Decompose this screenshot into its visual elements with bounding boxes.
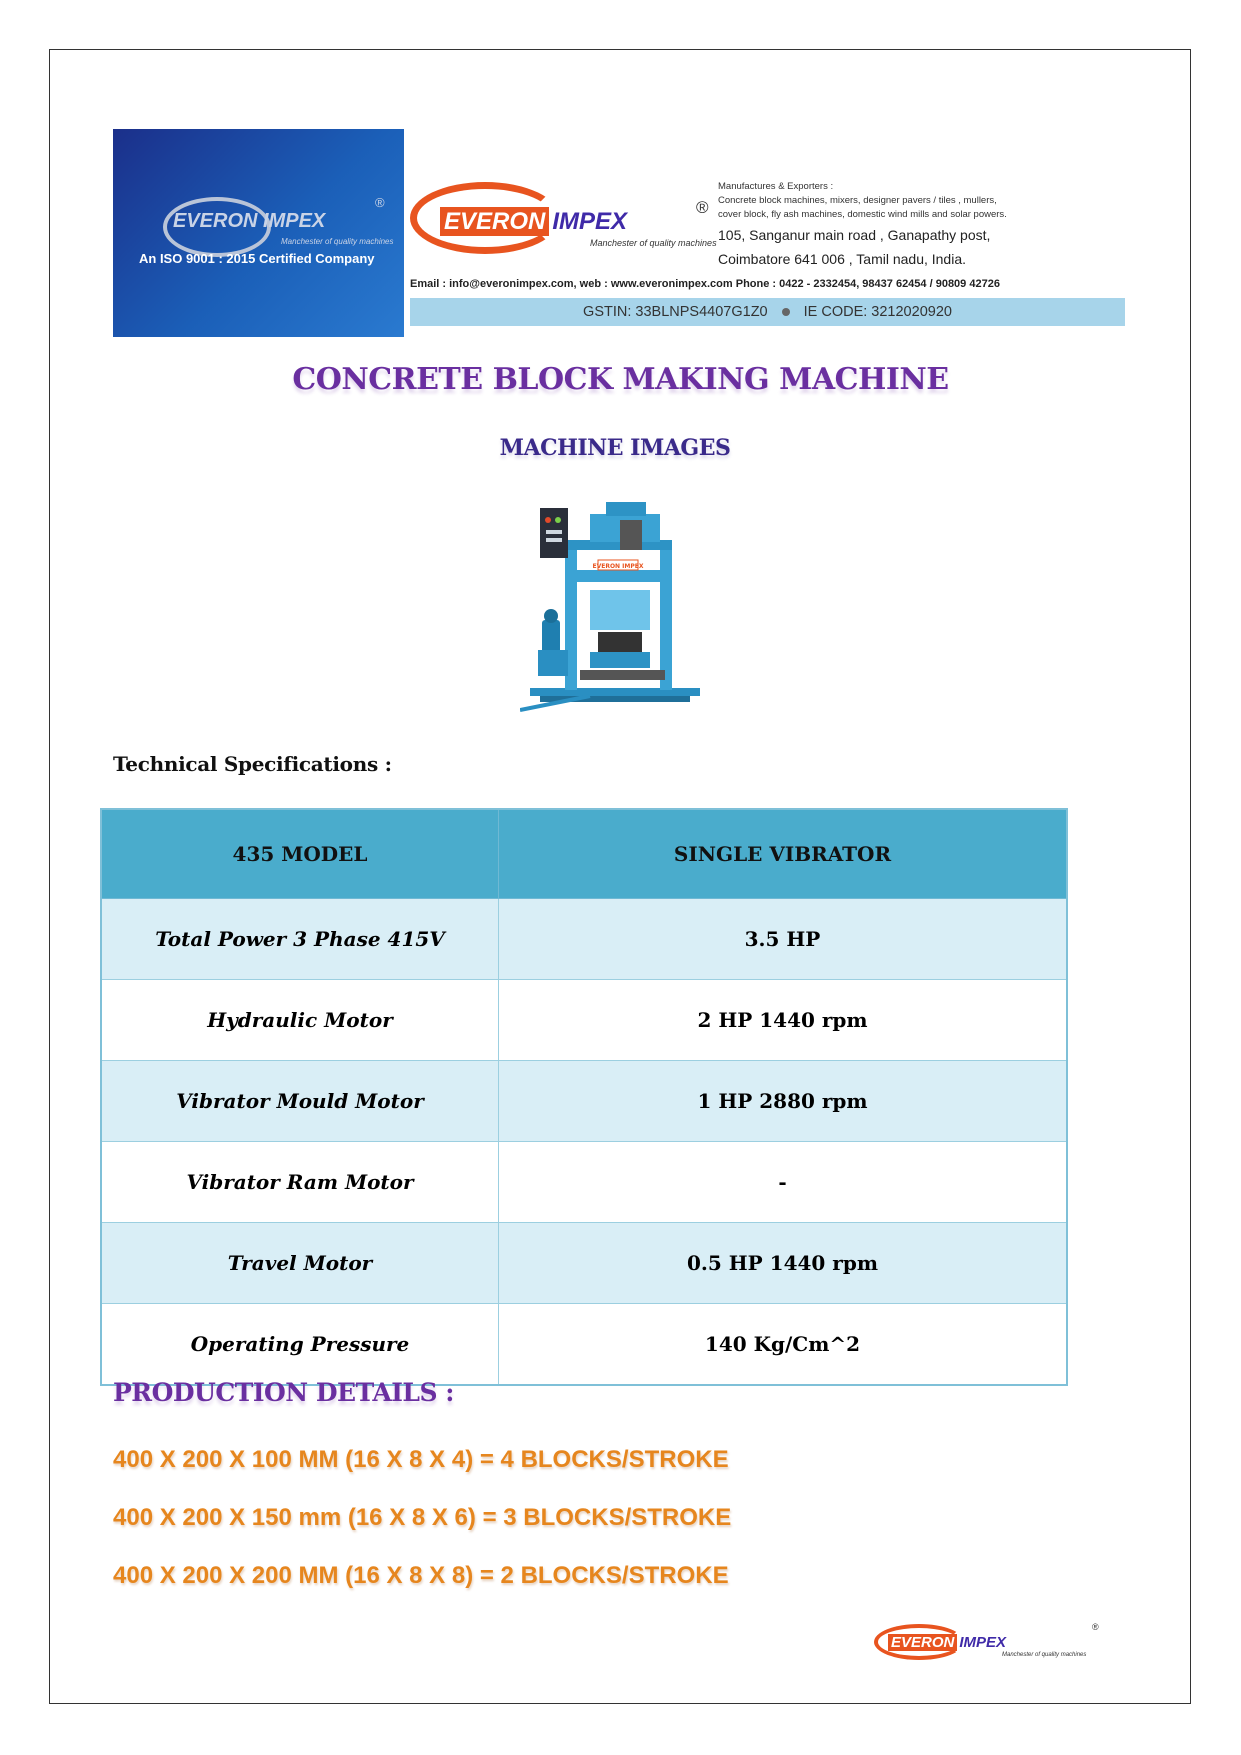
spec-label: Travel Motor xyxy=(101,1223,499,1304)
footer-brand-part2: IMPEX xyxy=(959,1634,1007,1651)
footer-logo-brand xyxy=(888,1634,1006,1651)
production-details-heading: PRODUCTION DETAILS : xyxy=(113,1378,454,1407)
spec-value: 0.5 HP 1440 rpm xyxy=(499,1223,1068,1304)
company-logo-brand xyxy=(440,208,627,236)
table-row xyxy=(101,1061,1067,1142)
company-info-line: Manufactures & Exporters : xyxy=(718,181,834,192)
gstin-number: GSTIN: 33BLNPS4407G1Z0 xyxy=(583,304,768,320)
page-title: CONCRETE BLOCK MAKING MACHINE xyxy=(292,362,949,397)
gstin-bar xyxy=(410,298,1125,326)
company-address-line: 105, Sanganur main road , Ganapathy post, xyxy=(718,227,991,243)
production-line: 400 X 200 X 200 MM (16 X 8 X 8) = 2 BLOCKS/STROKE xyxy=(113,1562,729,1589)
table-row xyxy=(101,980,1067,1061)
table-row xyxy=(101,899,1067,980)
spec-value: - xyxy=(499,1142,1068,1223)
company-info xyxy=(718,180,1098,270)
company-logo xyxy=(410,180,717,260)
ie-code: IE CODE: 3212020920 xyxy=(803,304,952,320)
table-row xyxy=(101,1304,1067,1386)
spec-value: 1 HP 2880 rpm xyxy=(499,1061,1068,1142)
spec-table xyxy=(100,808,1068,1386)
spec-label: Hydraulic Motor xyxy=(101,980,499,1061)
table-header-type: SINGLE VIBRATOR xyxy=(499,809,1068,899)
footer-logo xyxy=(874,1622,1104,1662)
company-info-line: Concrete block machines, mixers, designer pavers / tiles , mullers, xyxy=(718,195,997,206)
logo-brand-part1: EVERON xyxy=(440,207,549,236)
spec-label: Total Power 3 Phase 415V xyxy=(101,899,499,980)
footer-brand-part1: EVERON xyxy=(888,1634,957,1651)
footer-logo-reg-mark: ® xyxy=(1092,1622,1099,1632)
spec-label: Vibrator Ram Motor xyxy=(101,1142,499,1223)
production-line: 400 X 200 X 100 MM (16 X 8 X 4) = 4 BLOCKS/STROKE xyxy=(113,1446,729,1473)
spec-value: 3.5 HP xyxy=(499,899,1068,980)
contact-details: Email : info@everonimpex.com, web : www.everonimpex.com Phone : 0422 - 2332454, 98437 62454 / 90809 42726 xyxy=(410,278,1000,290)
company-info-line: cover block, fly ash machines, domestic wind mills and solar powers. xyxy=(718,209,1007,220)
production-line: 400 X 200 X 150 mm (16 X 8 X 6) = 3 BLOCKS/STROKE xyxy=(113,1504,732,1531)
iso-certification-text: An ISO 9001 : 2015 Certified Company xyxy=(139,251,375,266)
footer-logo-tagline: Manchester of quality machines xyxy=(1002,1652,1087,1658)
machine-image xyxy=(520,500,720,715)
spec-value: 140 Kg/Cm^2 xyxy=(499,1304,1068,1386)
machine-badge-text: EVERON IMPEX xyxy=(592,563,644,570)
table-row xyxy=(101,1223,1067,1304)
section-subtitle: MACHINE IMAGES xyxy=(499,435,731,461)
iso-logo-brand: EVERON IMPEX xyxy=(173,210,326,232)
logo-brand-part2: IMPEX xyxy=(552,208,628,235)
spec-label: Operating Pressure xyxy=(101,1304,499,1386)
spec-value: 2 HP 1440 rpm xyxy=(499,980,1068,1061)
iso-logo-tagline: Manchester of quality machines xyxy=(281,237,394,246)
separator-dot-icon xyxy=(782,308,790,316)
company-logo-tagline: Manchester of quality machines xyxy=(590,238,717,248)
iso-certified-banner xyxy=(113,129,404,337)
company-address-line: Coimbatore 641 006 , Tamil nadu, India. xyxy=(718,251,967,267)
spec-label: Vibrator Mould Motor xyxy=(101,1061,499,1142)
table-header-model: 435 MODEL xyxy=(101,809,499,899)
table-header-row xyxy=(101,809,1067,899)
iso-logo-reg-mark: ® xyxy=(375,195,385,210)
company-logo-reg-mark: ® xyxy=(696,198,709,217)
table-row xyxy=(101,1142,1067,1223)
technical-specifications-heading: Technical Specifications : xyxy=(113,752,392,776)
